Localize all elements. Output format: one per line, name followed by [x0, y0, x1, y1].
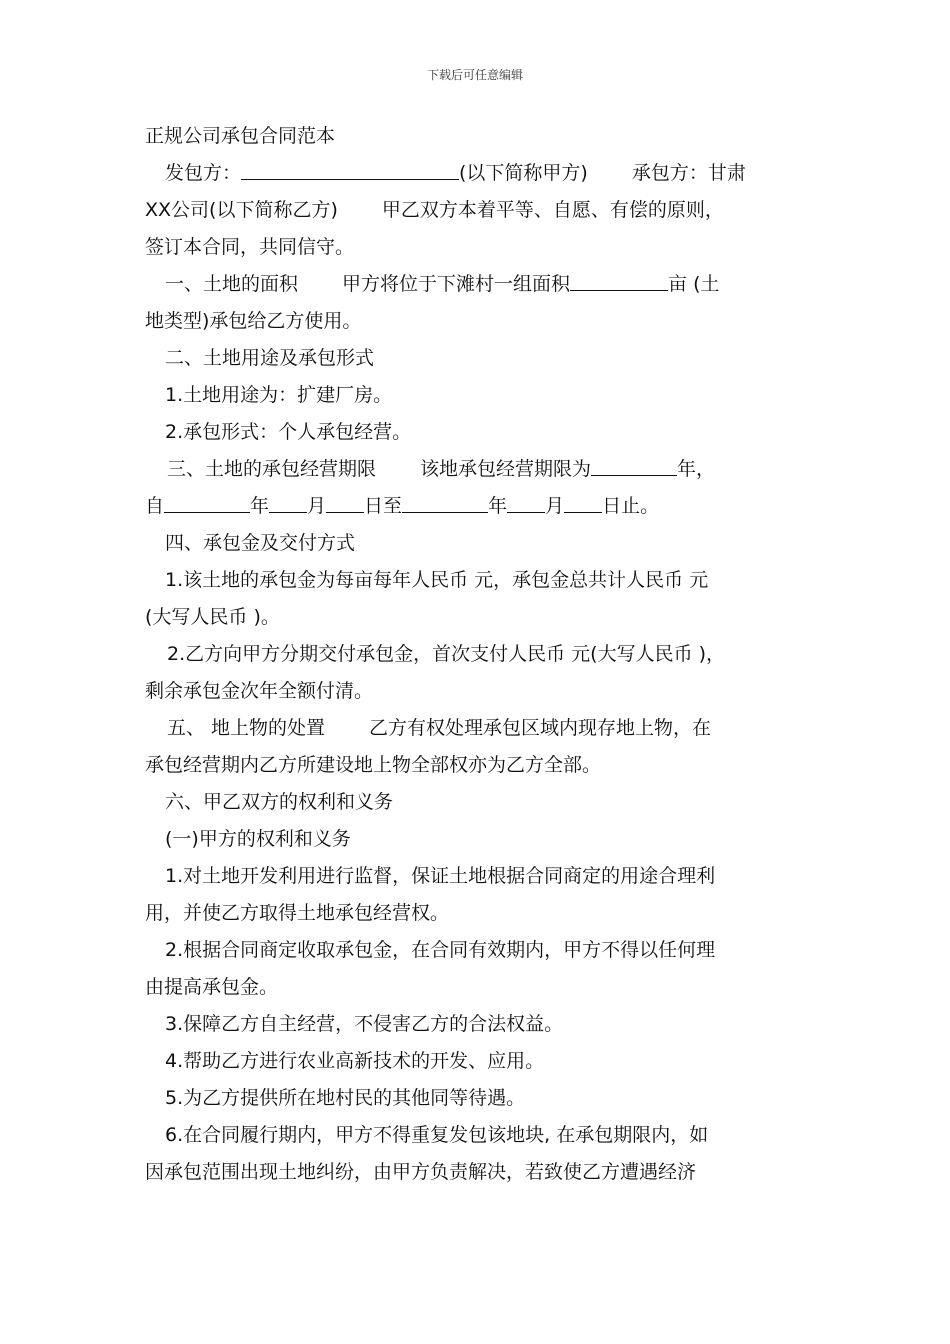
contract-line: 6.在合同履行期内，甲方不得重复发包该地块, 在承包期限内，如: [165, 1124, 709, 1146]
section-heading: 三、土地的承包经营期限 该地承包经营期限为 年，: [145, 451, 817, 488]
contract-line: XX公司(以下简称乙方) 甲乙双方本着平等、自愿、有偿的原则，: [145, 199, 724, 221]
blank-field: [570, 268, 668, 291]
document-title: 正规公司承包合同范本: [145, 125, 336, 147]
section-heading: 六、甲乙双方的权利和义务: [165, 791, 394, 813]
contract-line: 签订本合同，共同信守。: [145, 236, 355, 258]
blank-field: [269, 490, 307, 513]
contract-line: 2.乙方向甲方分期交付承包金，首次支付人民币 元(大写人民币 )，: [167, 643, 726, 665]
contract-line: 地类型)承包给乙方使用。: [145, 310, 362, 332]
contract-line: 1.土地用途为：扩建厂房。: [165, 384, 393, 406]
blank-field: [591, 453, 677, 476]
blank-field: [564, 490, 602, 513]
section-heading: 四、承包金及交付方式: [165, 532, 356, 554]
blank-field: [326, 490, 364, 513]
contract-line: 剩余承包金次年全额付清。: [145, 680, 374, 702]
blank-field: [402, 490, 488, 513]
blank-field: [507, 490, 545, 513]
contract-line: 用，并使乙方取得土地承包经营权。: [145, 902, 450, 924]
contract-line: 由提高承包金。: [145, 976, 279, 998]
header-note: 下载后可任意编辑: [426, 68, 523, 82]
contract-line: 发包方： (以下简称甲方) 承包方：甘肃: [145, 155, 817, 192]
contract-line: 5.为乙方提供所在地村民的其他同等待遇。: [165, 1087, 526, 1109]
contract-line: 1.对土地开发利用进行监督，保证土地根据合同商定的用途合理利: [165, 865, 716, 887]
contract-body: [145, 118, 817, 1191]
contract-line: 承包经营期内乙方所建设地上物全部权亦为乙方全部。: [145, 754, 602, 776]
section-heading: 二、土地用途及承包形式: [165, 347, 375, 369]
contract-line: 2.承包形式：个人承包经营。: [165, 421, 412, 443]
contract-line: 2.根据合同商定收取承包金，在合同有效期内，甲方不得以任何理: [165, 939, 716, 961]
contract-line: 4.帮助乙方进行农业高新技术的开发、应用。: [165, 1050, 545, 1072]
blank-field: [164, 490, 250, 513]
section-heading: 五、 地上物的处置 乙方有权处理承包区域内现存地上物，在: [167, 717, 712, 739]
contract-line: 自 年 月 日至 年 月 日止。: [145, 488, 817, 525]
contract-line: 因承包范围出现土地纠纷，由甲方负责解决，若致使乙方遭遇经济: [145, 1161, 697, 1183]
section-heading: 一、土地的面积 甲方将位于下滩村一组面积 亩 (土: [145, 266, 817, 303]
contract-line: 3.保障乙方自主经营，不侵害乙方的合法权益。: [165, 1013, 564, 1035]
subsection-heading: (一)甲方的权利和义务: [165, 828, 351, 850]
blank-field: [241, 157, 459, 180]
contract-line: (大写人民币 )。: [145, 606, 280, 628]
contract-line: 1.该土地的承包金为每亩每年人民币 元，承包金总共计人民币 元: [165, 569, 709, 591]
